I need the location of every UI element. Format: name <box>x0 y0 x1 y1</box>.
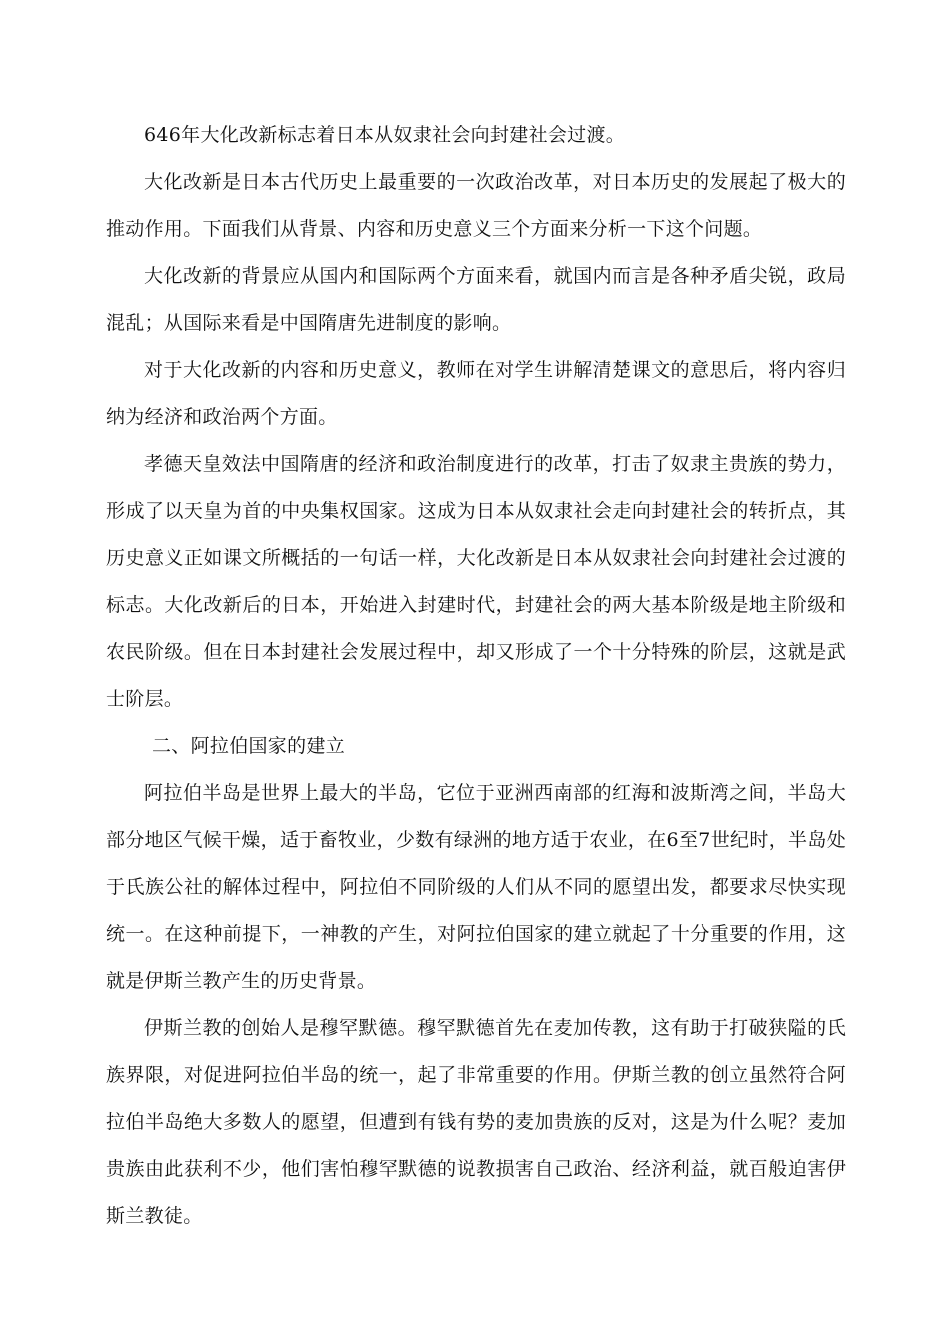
document-body <box>106 112 846 1240</box>
paragraph-taika-reform-importance: 大化改新是日本古代历史上最重要的一次政治改革，对日本历史的发展起了极大的推动作用。下面我们从背景、内容和历史意义三个方面来分析一下这个问题。 <box>106 171 846 240</box>
paragraph-taika-reform-background: 大化改新的背景应从国内和国际两个方面来看，就国内而言是各种矛盾尖锐，政局混乱；从国际来看是中国隋唐先进制度的影响。 <box>106 265 846 334</box>
paragraph-taika-reform-content: 对于大化改新的内容和历史意义，教师在对学生讲解清楚课文的意思后，将内容归纳为经济和政治两个方面。 <box>106 359 846 428</box>
paragraph-islam-founder: 伊斯兰教的创始人是穆罕默德。穆罕默德首先在麦加传教，这有助于打破狭隘的氏族界限，对促进阿拉伯半岛的统一，起了非常重要的作用。伊斯兰教的创立虽然符合阿拉伯半岛绝大多数人的愿望，但遭到有钱有势的麦加贵族的反对，这是为什么呢？麦加贵族由此获利不少，他们害怕穆罕默德的说教损害自己政治、经济利益，就百般迫害伊斯兰教徒。 <box>106 1017 846 1227</box>
section-heading-arab-state: 二、阿拉伯国家的建立 <box>152 735 346 757</box>
paragraph-taika-reform-intro: 646年大化改新标志着日本从奴隶社会向封建社会过渡。 <box>144 124 626 146</box>
paragraph-arabian-peninsula: 阿拉伯半岛是世界上最大的半岛，它位于亚洲西南部的红海和波斯湾之间，半岛大部分地区气候干燥，适于畜牧业，少数有绿洲的地方适于农业，在6至7世纪时，半岛处于氏族公社的解体过程中，阿拉伯不同阶级的人们从不同的愿望出发，都要求尽快实现统一。在这种前提下，一神教的产生，对阿拉伯国家的建立就起了十分重要的作用，这就是伊斯兰教产生的历史背景。 <box>106 782 846 992</box>
paragraph-taika-reform-significance: 孝德天皇效法中国隋唐的经济和政治制度进行的改革，打击了奴隶主贵族的势力，形成了以天皇为首的中央集权国家。这成为日本从奴隶社会走向封建社会的转折点，其历史意义正如课文所概括的一句话一样，大化改新是日本从奴隶社会向封建社会过渡的标志。大化改新后的日本，开始进入封建时代，封建社会的两大基本阶级是地主阶级和农民阶级。但在日本封建社会发展过程中，却又形成了一个十分特殊的阶层，这就是武士阶层。 <box>106 453 846 710</box>
